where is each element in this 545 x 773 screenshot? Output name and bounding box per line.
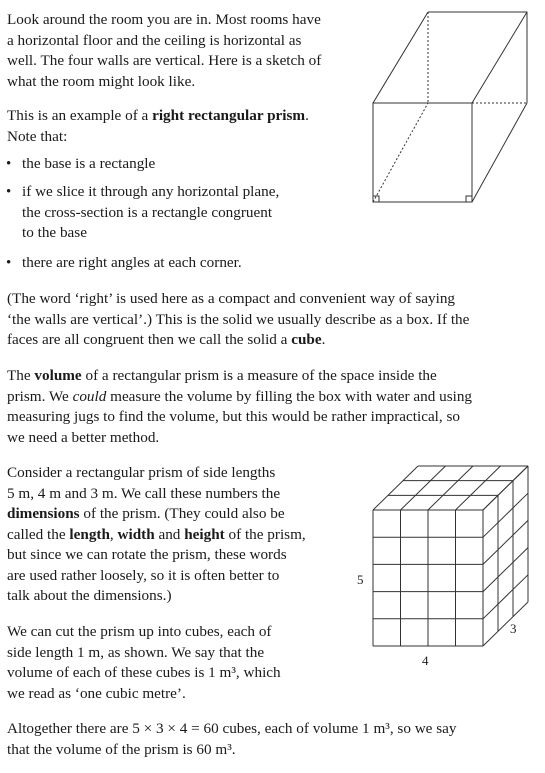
term-length: length [69, 525, 110, 543]
text-line: Altogether there are 5 × 3 × 4 = 60 cubes, each of volume 1 m³, so we say [7, 720, 457, 737]
bullet-mark: • [6, 184, 12, 200]
grid-edge [373, 466, 418, 510]
emphasis-could: could [72, 387, 107, 405]
term-right-rectangular-prism: right rectangular prism [152, 107, 306, 124]
text-line: Look around the room you are in. Most rooms have [7, 11, 321, 28]
text-run: . [305, 107, 309, 124]
text-run: . [321, 331, 326, 348]
text-line: volume of each of these cubes is 1 m³, which [7, 664, 281, 681]
list-item-text: if we slice it through any horizontal plane, [22, 183, 280, 200]
grid-edge [483, 493, 528, 537]
text-line: a horizontal floor and the ceiling is horizontal as [7, 31, 302, 49]
list-item-text: the base is a rectangle [22, 155, 156, 172]
term-dimensions: dimensions [7, 505, 80, 522]
text-line: what the room might look like. [7, 72, 196, 90]
grid-edge [428, 466, 473, 510]
text-line: are used rather loosely, so it is often better to [7, 566, 280, 584]
text-run: This is an example of a [7, 107, 153, 124]
text-line: that the volume of the prism is 60 m³. [7, 740, 236, 758]
text-run: and [154, 525, 185, 543]
text-line: 5 m, 4 m and 3 m. We call these numbers the [7, 484, 281, 502]
grid-edge [401, 466, 446, 510]
grid-edge [483, 520, 528, 564]
term-height: height [184, 525, 225, 543]
term-volume: volume [34, 367, 82, 384]
bullet-mark: • [6, 156, 12, 172]
text-line: well. The four walls are vertical. Here is a sketch of [7, 52, 322, 69]
text-line: ‘the walls are vertical’.) This is the solid we usually describe as a box. If the [7, 310, 470, 328]
text-line: Note that: [7, 127, 68, 145]
width-label: 4 [422, 653, 429, 668]
list-item-text: there are right angles at each corner. [22, 254, 242, 271]
grid-edge [483, 575, 528, 619]
bullet-mark: • [6, 255, 12, 271]
grid-edge [483, 602, 528, 646]
text-line: talk about the dimensions.) [7, 587, 172, 604]
text-run: The [7, 367, 35, 384]
text-run: measure the volume by filling the box with water and using [106, 387, 473, 405]
depth-label: 3 [510, 621, 517, 636]
list-item-text: to the base [22, 224, 87, 241]
term-cube: cube [291, 331, 322, 348]
text-line: we need a better method. [7, 428, 160, 446]
grid-edge [456, 466, 501, 510]
term-width: width [117, 525, 155, 543]
height-label: 5 [357, 572, 364, 587]
grid-edge [483, 466, 528, 510]
text-run: of the prism, [224, 525, 306, 543]
text-line: (The word ‘right’ is used here as a compact and convenient way of saying [7, 290, 456, 307]
text-line: side length 1 m, as shown. We say that the [7, 643, 265, 661]
text-line: but since we can rotate the prism, these words [7, 546, 287, 563]
text-run: , [109, 525, 118, 543]
text-run: called the [7, 525, 70, 543]
text-line: measuring jugs to find the volume, but this would be rather impractical, so [7, 408, 460, 425]
list-item-text: the cross-section is a rectangle congruent [22, 203, 273, 221]
text-run: of the prism. (They could also be [79, 505, 285, 522]
text-line: Consider a rectangular prism of side lengths [7, 464, 276, 481]
text-run: prism. We [7, 387, 73, 405]
text-run: faces are all congruent then we call the solid a [7, 331, 292, 348]
text-line: We can cut the prism up into cubes, each of [7, 623, 272, 640]
text-line: we read as ‘one cubic metre’. [7, 684, 186, 702]
text-run: of a rectangular prism is a measure of the space inside the [81, 367, 437, 384]
grid-edge [483, 548, 528, 592]
